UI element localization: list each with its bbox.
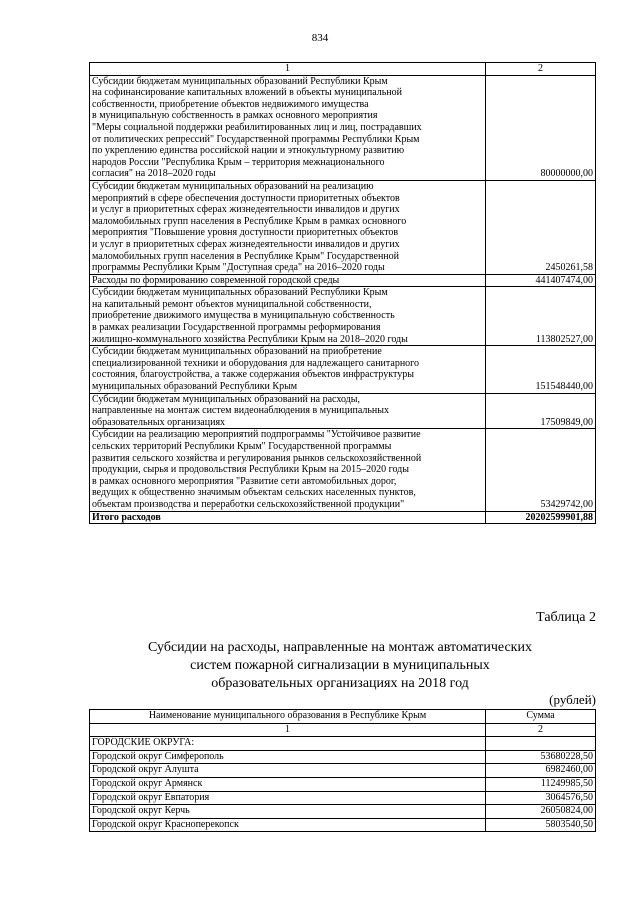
page-number: 834 xyxy=(311,32,329,44)
table-row xyxy=(90,274,596,287)
fire-alarm-subsidy-table-body xyxy=(90,710,596,832)
row-description: Субсидии бюджетам муниципальных образований Республики Крым на софинансирование капитальных вложений в объекты муниципальной собственности, приобретение объектов недвижимого имущества в муниципальную собственность в рамках основного мероприятия "Меры социальной поддержки реабилитированных лиц и лиц, пострадавших от политических репрессий" Государственной программы Республики Крым по укреплению единства российской нации и этнокультурному развитию народов России "Республика Крым – территория межнационального согласия" на 2018–2020 годы xyxy=(90,75,486,180)
table-caption: Таблица 2 xyxy=(536,610,596,625)
row-amount: 80000000,00 xyxy=(486,75,596,180)
municipality-amount: 26050824,00 xyxy=(486,805,596,819)
municipality-amount: 6982460,00 xyxy=(486,764,596,778)
row-description: Субсидии бюджетам муниципальных образований на расходы, направленные на монтаж систем видеонаблюдения в муниципальных образовательных организациях xyxy=(90,393,486,429)
row-amount: 113802527,00 xyxy=(486,287,596,346)
total-label: Итого расходов xyxy=(90,511,486,524)
column-number-2: 2 xyxy=(486,723,596,737)
units-label: (рублей) xyxy=(549,692,596,707)
column-number-2: 2 xyxy=(486,63,596,76)
municipality-amount: 11249985,50 xyxy=(486,777,596,791)
expenditure-table-body xyxy=(90,63,596,524)
table-row xyxy=(90,818,596,832)
municipality-amount: 53680228,50 xyxy=(486,750,596,764)
municipality-name: Городской округ Алушта xyxy=(90,764,486,778)
total-row xyxy=(90,511,596,524)
total-amount: 20202599901,88 xyxy=(486,511,596,524)
table-row xyxy=(90,764,596,778)
table-row xyxy=(90,805,596,819)
table-row xyxy=(90,393,596,429)
row-amount: 2450261,58 xyxy=(486,180,596,274)
row-description: Расходы по формированию современной городской среды xyxy=(90,274,486,287)
table-header-row xyxy=(90,710,596,724)
table-title: Субсидии на расходы, направленные на монтаж автоматических систем пожарной сигнализации в муниципальных образовательных организациях на 2018 год xyxy=(148,640,532,691)
municipality-amount: 3064576,50 xyxy=(486,791,596,805)
table-row xyxy=(90,750,596,764)
column-header-name: Наименование муниципального образования в Республике Крым xyxy=(90,710,486,724)
column-number-1: 1 xyxy=(90,723,486,737)
row-amount: 151548440,00 xyxy=(486,346,596,393)
row-description: Субсидии бюджетам муниципальных образований на реализацию мероприятий в сфере обеспечения доступности приоритетных объектов и услуг в приоритетных сферах жизнедеятельности инвалидов и других маломобильных групп населения в Республике Крым в рамках основного мероприятия "Повышение уровня доступности приоритетных объектов и услуг в приоритетных сферах жизнедеятельности инвалидов и других маломобильных групп населения в Республике Крым" Государственной программы Республики Крым "Доступная среда" на 2016–2020 годы xyxy=(90,180,486,274)
section-row xyxy=(90,737,596,751)
municipality-name: Городской округ Симферополь xyxy=(90,750,486,764)
table-row xyxy=(90,429,596,511)
section-amount-empty xyxy=(486,737,596,751)
municipality-name: Городской округ Армянск xyxy=(90,777,486,791)
column-header-amount: Сумма xyxy=(486,710,596,724)
table-row xyxy=(90,791,596,805)
column-number-1: 1 xyxy=(90,63,486,76)
table-row xyxy=(90,777,596,791)
row-description: Субсидии бюджетам муниципальных образований на приобретение специализированной техники и оборудования для надлежащего санитарного состояния, благоустройства, а также содержания объектов инфраструктуры муниципальных образований Республики Крым xyxy=(90,346,486,393)
table-row xyxy=(90,287,596,346)
table-row xyxy=(90,75,596,180)
municipality-amount: 5803540,50 xyxy=(486,818,596,832)
row-amount: 53429742,00 xyxy=(486,429,596,511)
table-header-row xyxy=(90,63,596,76)
row-amount: 17509849,00 xyxy=(486,393,596,429)
table-row xyxy=(90,180,596,274)
table-row xyxy=(90,346,596,393)
column-number-row xyxy=(90,723,596,737)
fire-alarm-subsidy-table xyxy=(89,709,596,832)
section-label: ГОРОДСКИЕ ОКРУГА: xyxy=(90,737,486,751)
municipality-name: Городской округ Красноперекопск xyxy=(90,818,486,832)
row-amount: 441407474,00 xyxy=(486,274,596,287)
expenditure-table xyxy=(89,62,596,524)
municipality-name: Городской округ Керчь xyxy=(90,805,486,819)
row-description: Субсидии на реализацию мероприятий подпрограммы "Устойчивое развитие сельских территорий Республики Крым" Государственной программы развития сельского хозяйства и регулирования рынков сельскохозяйственной продукции, сырья и продовольствия Республики Крым на 2015–2020 годы в рамках основного мероприятия "Развитие сети автомобильных дорог, ведущих к общественно значимым объектам сельских населенных пунктов, объектам производства и переработки сельскохозяйственной продукции" xyxy=(90,429,486,511)
row-description: Субсидии бюджетам муниципальных образований Республики Крым на капитальный ремонт объектов муниципальной собственности, приобретение движимого имущества в муниципальную собственность в рамках реализации Государственной программы реформирования жилищно-коммунального хозяйства Республики Крым на 2018–2020 годы xyxy=(90,287,486,346)
municipality-name: Городской округ Евпатория xyxy=(90,791,486,805)
